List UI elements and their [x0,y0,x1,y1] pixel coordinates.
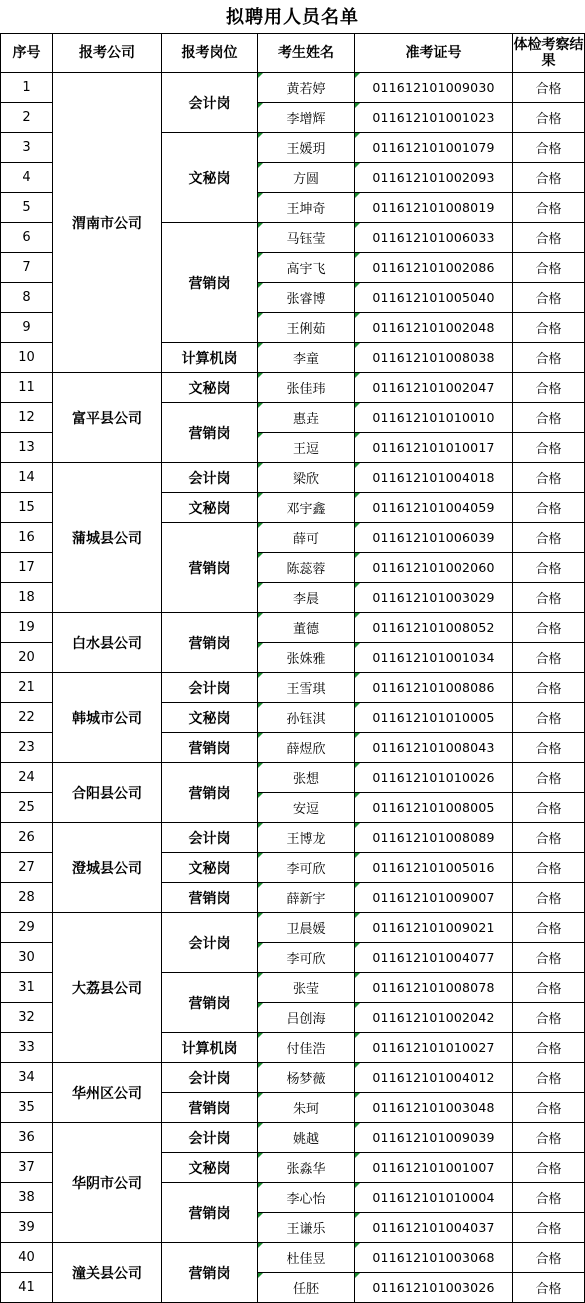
company-cell: 合阳县公司 [53,763,162,823]
name-cell: 张莹 [258,973,355,1003]
position-cell: 会计岗 [162,463,258,493]
table-row [1,373,585,403]
result-cell: 合格 [513,313,585,343]
ticket-cell: 011612101008089 [355,823,513,853]
name-cell: 薛可 [258,523,355,553]
result-cell: 合格 [513,763,585,793]
position-cell: 营销岗 [162,1183,258,1243]
result-cell: 合格 [513,523,585,553]
result-cell: 合格 [513,823,585,853]
position-cell: 营销岗 [162,613,258,673]
company-cell: 渭南市公司 [53,73,162,373]
table-row [1,613,585,643]
result-cell: 合格 [513,463,585,493]
result-cell: 合格 [513,1273,585,1303]
ticket-cell: 011612101006033 [355,223,513,253]
result-cell: 合格 [513,283,585,313]
ticket-cell: 011612101005016 [355,853,513,883]
result-cell: 合格 [513,613,585,643]
ticket-cell: 011612101002042 [355,1003,513,1033]
seq-cell: 14 [1,463,53,493]
ticket-cell: 011612101008086 [355,673,513,703]
seq-cell: 24 [1,763,53,793]
name-cell: 惠垚 [258,403,355,433]
seq-cell: 25 [1,793,53,823]
seq-cell: 6 [1,223,53,253]
company-cell: 华州区公司 [53,1063,162,1123]
name-cell: 王博龙 [258,823,355,853]
name-cell: 李心怡 [258,1183,355,1213]
position-cell: 营销岗 [162,1243,258,1303]
name-cell: 张想 [258,763,355,793]
name-cell: 吕创海 [258,1003,355,1033]
name-cell: 杜佳昱 [258,1243,355,1273]
position-cell: 营销岗 [162,223,258,343]
name-cell: 黄若婷 [258,73,355,103]
header-position: 报考岗位 [162,34,258,73]
seq-cell: 32 [1,1003,53,1033]
company-cell: 蒲城县公司 [53,463,162,613]
position-cell: 会计岗 [162,913,258,973]
position-cell: 营销岗 [162,973,258,1033]
seq-cell: 35 [1,1093,53,1123]
ticket-cell: 011612101010010 [355,403,513,433]
name-cell: 邓宇鑫 [258,493,355,523]
ticket-cell: 011612101010004 [355,1183,513,1213]
result-cell: 合格 [513,1243,585,1273]
result-cell: 合格 [513,1183,585,1213]
position-cell: 会计岗 [162,1063,258,1093]
seq-cell: 21 [1,673,53,703]
company-cell: 韩城市公司 [53,673,162,763]
name-cell: 王媛玥 [258,133,355,163]
header-result: 体检考察结果 [513,34,585,73]
position-cell: 文秘岗 [162,1153,258,1183]
seq-cell: 27 [1,853,53,883]
table-row [1,673,585,703]
seq-cell: 7 [1,253,53,283]
name-cell: 张佳玮 [258,373,355,403]
seq-cell: 9 [1,313,53,343]
table-row [1,1123,585,1153]
seq-cell: 12 [1,403,53,433]
seq-cell: 3 [1,133,53,163]
seq-cell: 8 [1,283,53,313]
result-cell: 合格 [513,403,585,433]
result-cell: 合格 [513,583,585,613]
seq-cell: 18 [1,583,53,613]
table-header-row [1,34,585,73]
name-cell: 付佳浩 [258,1033,355,1063]
position-cell: 文秘岗 [162,853,258,883]
ticket-cell: 011612101008078 [355,973,513,1003]
ticket-cell: 011612101009021 [355,913,513,943]
seq-cell: 29 [1,913,53,943]
result-cell: 合格 [513,433,585,463]
ticket-cell: 011612101004012 [355,1063,513,1093]
seq-cell: 39 [1,1213,53,1243]
name-cell: 王谦乐 [258,1213,355,1243]
hire-list-table [0,33,585,1303]
name-cell: 卫晨媛 [258,913,355,943]
ticket-cell: 011612101003029 [355,583,513,613]
ticket-cell: 011612101002048 [355,313,513,343]
position-cell: 营销岗 [162,883,258,913]
result-cell: 合格 [513,883,585,913]
position-cell: 文秘岗 [162,373,258,403]
result-cell: 合格 [513,1003,585,1033]
position-cell: 营销岗 [162,763,258,823]
result-cell: 合格 [513,1093,585,1123]
name-cell: 任胚 [258,1273,355,1303]
ticket-cell: 011612101001007 [355,1153,513,1183]
result-cell: 合格 [513,223,585,253]
name-cell: 朱珂 [258,1093,355,1123]
name-cell: 李童 [258,343,355,373]
position-cell: 营销岗 [162,523,258,613]
result-cell: 合格 [513,673,585,703]
result-cell: 合格 [513,1153,585,1183]
seq-cell: 10 [1,343,53,373]
ticket-cell: 011612101008038 [355,343,513,373]
ticket-cell: 011612101001023 [355,103,513,133]
ticket-cell: 011612101002060 [355,553,513,583]
ticket-cell: 011612101008052 [355,613,513,643]
company-cell: 大荔县公司 [53,913,162,1063]
result-cell: 合格 [513,643,585,673]
seq-cell: 4 [1,163,53,193]
table-row [1,823,585,853]
result-cell: 合格 [513,733,585,763]
ticket-cell: 011612101001034 [355,643,513,673]
result-cell: 合格 [513,373,585,403]
name-cell: 董德 [258,613,355,643]
position-cell: 会计岗 [162,673,258,703]
position-cell: 文秘岗 [162,493,258,523]
seq-cell: 2 [1,103,53,133]
name-cell: 姚越 [258,1123,355,1153]
result-cell: 合格 [513,703,585,733]
ticket-cell: 011612101003026 [355,1273,513,1303]
ticket-cell: 011612101002086 [355,253,513,283]
ticket-cell: 011612101010017 [355,433,513,463]
table-row [1,763,585,793]
name-cell: 王雪琪 [258,673,355,703]
ticket-cell: 011612101004037 [355,1213,513,1243]
seq-cell: 15 [1,493,53,523]
ticket-cell: 011612101010027 [355,1033,513,1063]
ticket-cell: 011612101008043 [355,733,513,763]
name-cell: 马钰莹 [258,223,355,253]
name-cell: 李可欣 [258,853,355,883]
name-cell: 张姝雅 [258,643,355,673]
name-cell: 杨梦薇 [258,1063,355,1093]
seq-cell: 37 [1,1153,53,1183]
seq-cell: 5 [1,193,53,223]
table-row [1,913,585,943]
name-cell: 梁欣 [258,463,355,493]
ticket-cell: 011612101008019 [355,193,513,223]
position-cell: 营销岗 [162,403,258,463]
name-cell: 孙钰淇 [258,703,355,733]
name-cell: 李增辉 [258,103,355,133]
header-seq: 序号 [1,34,53,73]
seq-cell: 33 [1,1033,53,1063]
ticket-cell: 011612101010005 [355,703,513,733]
position-cell: 计算机岗 [162,1033,258,1063]
header-name: 考生姓名 [258,34,355,73]
result-cell: 合格 [513,253,585,283]
page-title: 拟聘用人员名单 [226,7,359,28]
result-cell: 合格 [513,133,585,163]
seq-cell: 34 [1,1063,53,1093]
company-cell: 华阴市公司 [53,1123,162,1243]
position-cell: 计算机岗 [162,343,258,373]
name-cell: 李可欣 [258,943,355,973]
result-cell: 合格 [513,973,585,1003]
result-cell: 合格 [513,1063,585,1093]
result-cell: 合格 [513,73,585,103]
name-cell: 张睿博 [258,283,355,313]
name-cell: 王俐茹 [258,313,355,343]
name-cell: 李晨 [258,583,355,613]
seq-cell: 26 [1,823,53,853]
table-body [1,73,585,1303]
position-cell: 会计岗 [162,1123,258,1153]
result-cell: 合格 [513,343,585,373]
ticket-cell: 011612101005040 [355,283,513,313]
seq-cell: 16 [1,523,53,553]
header-company: 报考公司 [53,34,162,73]
result-cell: 合格 [513,553,585,583]
result-cell: 合格 [513,943,585,973]
position-cell: 会计岗 [162,73,258,133]
ticket-cell: 011612101006039 [355,523,513,553]
seq-cell: 13 [1,433,53,463]
result-cell: 合格 [513,1123,585,1153]
company-cell: 潼关县公司 [53,1243,162,1303]
ticket-cell: 011612101008005 [355,793,513,823]
header-ticket: 准考证号 [355,34,513,73]
ticket-cell: 011612101004018 [355,463,513,493]
ticket-cell: 011612101004059 [355,493,513,523]
seq-cell: 38 [1,1183,53,1213]
result-cell: 合格 [513,493,585,523]
position-cell: 文秘岗 [162,703,258,733]
position-cell: 营销岗 [162,1093,258,1123]
ticket-cell: 011612101002093 [355,163,513,193]
ticket-cell: 011612101002047 [355,373,513,403]
table-row [1,73,585,103]
ticket-cell: 011612101009030 [355,73,513,103]
name-cell: 薛煜欣 [258,733,355,763]
ticket-cell: 011612101009039 [355,1123,513,1153]
company-cell: 白水县公司 [53,613,162,673]
company-cell: 富平县公司 [53,373,162,463]
seq-cell: 17 [1,553,53,583]
seq-cell: 11 [1,373,53,403]
name-cell: 陈蕊蓉 [258,553,355,583]
seq-cell: 30 [1,943,53,973]
name-cell: 薛新宇 [258,883,355,913]
name-cell: 安逗 [258,793,355,823]
seq-cell: 19 [1,613,53,643]
ticket-cell: 011612101001079 [355,133,513,163]
name-cell: 方圆 [258,163,355,193]
result-cell: 合格 [513,853,585,883]
ticket-cell: 011612101009007 [355,883,513,913]
seq-cell: 41 [1,1273,53,1303]
name-cell: 王逗 [258,433,355,463]
seq-cell: 23 [1,733,53,763]
ticket-cell: 011612101003048 [355,1093,513,1123]
table-row [1,1243,585,1273]
position-cell: 文秘岗 [162,133,258,223]
company-cell: 澄城县公司 [53,823,162,913]
table-row [1,463,585,493]
seq-cell: 20 [1,643,53,673]
seq-cell: 22 [1,703,53,733]
seq-cell: 28 [1,883,53,913]
seq-cell: 40 [1,1243,53,1273]
ticket-cell: 011612101003068 [355,1243,513,1273]
name-cell: 高宇飞 [258,253,355,283]
name-cell: 王坤奇 [258,193,355,223]
position-cell: 营销岗 [162,733,258,763]
position-cell: 会计岗 [162,823,258,853]
ticket-cell: 011612101004077 [355,943,513,973]
ticket-cell: 011612101010026 [355,763,513,793]
table-row [1,1063,585,1093]
seq-cell: 31 [1,973,53,1003]
result-cell: 合格 [513,1213,585,1243]
result-cell: 合格 [513,103,585,133]
result-cell: 合格 [513,1033,585,1063]
seq-cell: 36 [1,1123,53,1153]
name-cell: 张淼华 [258,1153,355,1183]
result-cell: 合格 [513,793,585,823]
result-cell: 合格 [513,913,585,943]
result-cell: 合格 [513,163,585,193]
seq-cell: 1 [1,73,53,103]
result-cell: 合格 [513,193,585,223]
